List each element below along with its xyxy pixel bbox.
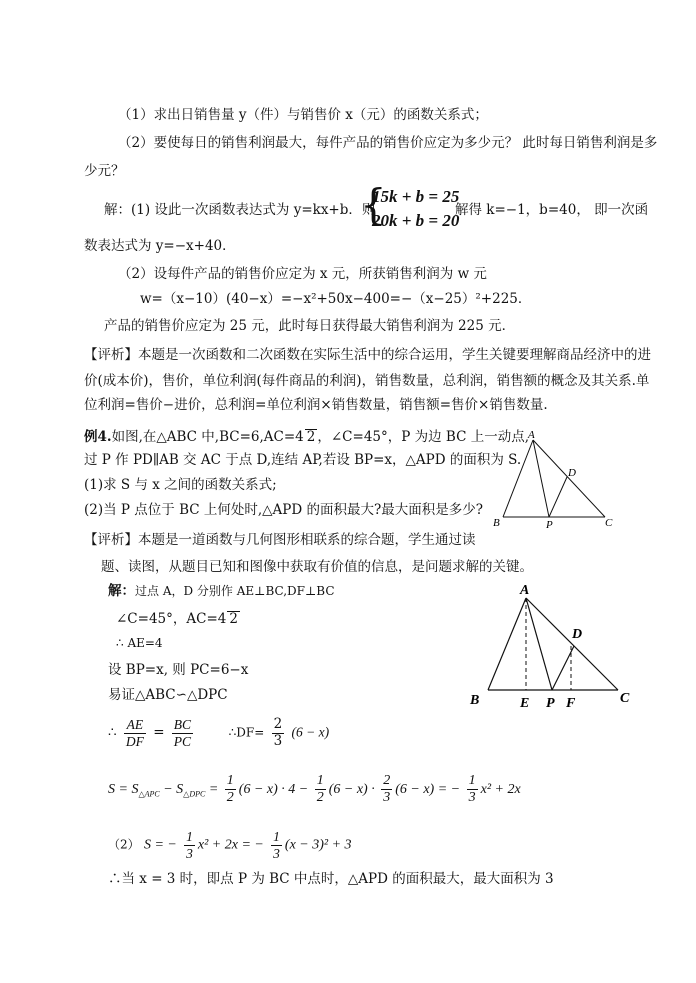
fig2-label-p: P (546, 696, 555, 711)
example-4-line-1: 例4.如图,在△ABC 中,BC=6,AC=4 2 ，∠C=45°，P 为边 BC 上一动点, (84, 429, 530, 445)
fraction-ae-df: $\frac{AE}{DF}$ (125, 717, 144, 749)
solution-1-result: 解得 k=−1，b=40， 即一次函 (455, 202, 649, 218)
equation-1: 15k + b = 25 (372, 187, 460, 206)
fig1-label-c: C (605, 517, 613, 529)
triangle-figure-1 (485, 428, 620, 533)
fraction-two-thirds: $\frac{2}{3}$ (273, 716, 283, 749)
solution-4-title: 解： (108, 583, 135, 599)
fig2-label-c: C (620, 691, 630, 706)
fig2-label-d: D (572, 627, 583, 642)
triangle-figure-2 (466, 582, 638, 714)
equation-2: 20k + b = 20 (372, 211, 460, 230)
example-4-part-2: (2)当 P 点位于 BC 上何处时,△APD 的面积最大?最大面积是多少? (84, 502, 483, 518)
question-2-line-2: 少元？ (84, 163, 125, 179)
fig2-label-b: B (470, 693, 480, 708)
fig1-label-b: B (493, 517, 500, 529)
final-answer: ∴当 x = 3 时，即点 P 为 BC 中点时，△APD 的面积最大，最大面积为 3 (108, 871, 554, 887)
ratio-equation: ∴ $\frac{AE}{DF}$ = $\frac{BC}{PC}$ ∴DF= $\frac{2}{3}$ (6 − x) (108, 716, 330, 749)
solution-2-intro: （2）设每件产品的销售价应定为 x 元，所获销售利润为 w 元 (118, 266, 487, 282)
fraction-bc-pc: $\frac{BC}{PC}$ (173, 717, 192, 749)
comment-1-line-3: 位利润=售价−进价，总利润=单位利润×销售数量，销售额=售价×销售数量. (84, 397, 548, 413)
example-4-part-1: (1)求 S 与 x 之间的函数关系式; (84, 477, 277, 493)
solution-2-formula: w=（x−10）(40−x）=−x²+50x−400=−（x−25）²+225． (140, 291, 532, 307)
comment-2-line-1: 【评析】本题是一道函数与几何图形相联系的综合题，学生通过读 (84, 532, 476, 548)
fig2-label-a: A (520, 583, 530, 598)
sqrt-2: 2 (306, 429, 316, 445)
fig2-label-e: E (520, 696, 530, 711)
solution-4-line-1: 解：过点 A，D 分别作 AE⊥BC,DF⊥BC (108, 583, 335, 599)
example-4-title: 例4. (84, 429, 112, 445)
solution-4-line-5: 易证△ABC∽△DPC (108, 687, 228, 703)
comment-1-line-1: 【评析】本题是一次函数和二次函数在实际生活中的综合运用，学生关键要理解商品经济中的进 (84, 347, 651, 363)
solution-4-line-4: 设 BP=x, 则 PC=6−x (108, 662, 249, 678)
question-2-line-1: （2）要使每日的销售利润最大，每件产品的销售价应定为多少元？ 此时每日销售利润是多 (118, 135, 658, 151)
fig1-label-p: P (546, 519, 553, 531)
sqrt-2-b: 2 (229, 611, 238, 627)
fig1-label-d: D (568, 467, 576, 479)
comment-2-line-2: 题、读图，从题目已知和图像中获取有价值的信息，是问题求解的关键。 (101, 559, 533, 575)
solution-2-conclusion: 产品的销售价应定为 25 元，此时每日获得最大销售利润为 225 元． (104, 318, 516, 334)
equation-brace: { (360, 180, 387, 229)
comment-1-line-2: 价(成本价)，售价，单位利润(每件商品的利润)，销售数量，总利润，销售额的概念及其关系.单 (84, 373, 650, 389)
area-equation: $S = S_{\triangle APC} - S_{\triangle DPC}$ = $\frac{1}{2}$ (6 − x) · 4 − $\frac{1}{2}$ (6 − x) · $\frac{2}{3}$ (6 − x) = − $\frac{1}{3}$ x² + 2x (108, 773, 521, 806)
solution-1-intro: 解：(1) 设此一次函数表达式为 y=kx+b．则 (104, 202, 376, 218)
fig2-label-f: F (566, 696, 576, 711)
fig1-label-a: A (528, 429, 535, 441)
part-2-equation: （2） S = − $\frac{1}{3}$ x² + 2x = − $\frac{1}{3}$ (x − 3)² + 3 (108, 829, 352, 861)
example-4-line-2: 过 P 作 PD∥AB 交 AC 于点 D,连结 AP,若设 BP=x，△APD 的面积为 S. (84, 452, 522, 468)
solution-4-line-3: ∴ AE=4 (116, 636, 163, 650)
question-1: （1）求出日销售量 y（件）与销售价 x（元）的函数关系式； (118, 107, 488, 123)
solution-4-line-2: ∠C=45°，AC=4 2 (116, 611, 238, 627)
solution-1-expression: 数表达式为 y=−x+40． (84, 238, 236, 254)
